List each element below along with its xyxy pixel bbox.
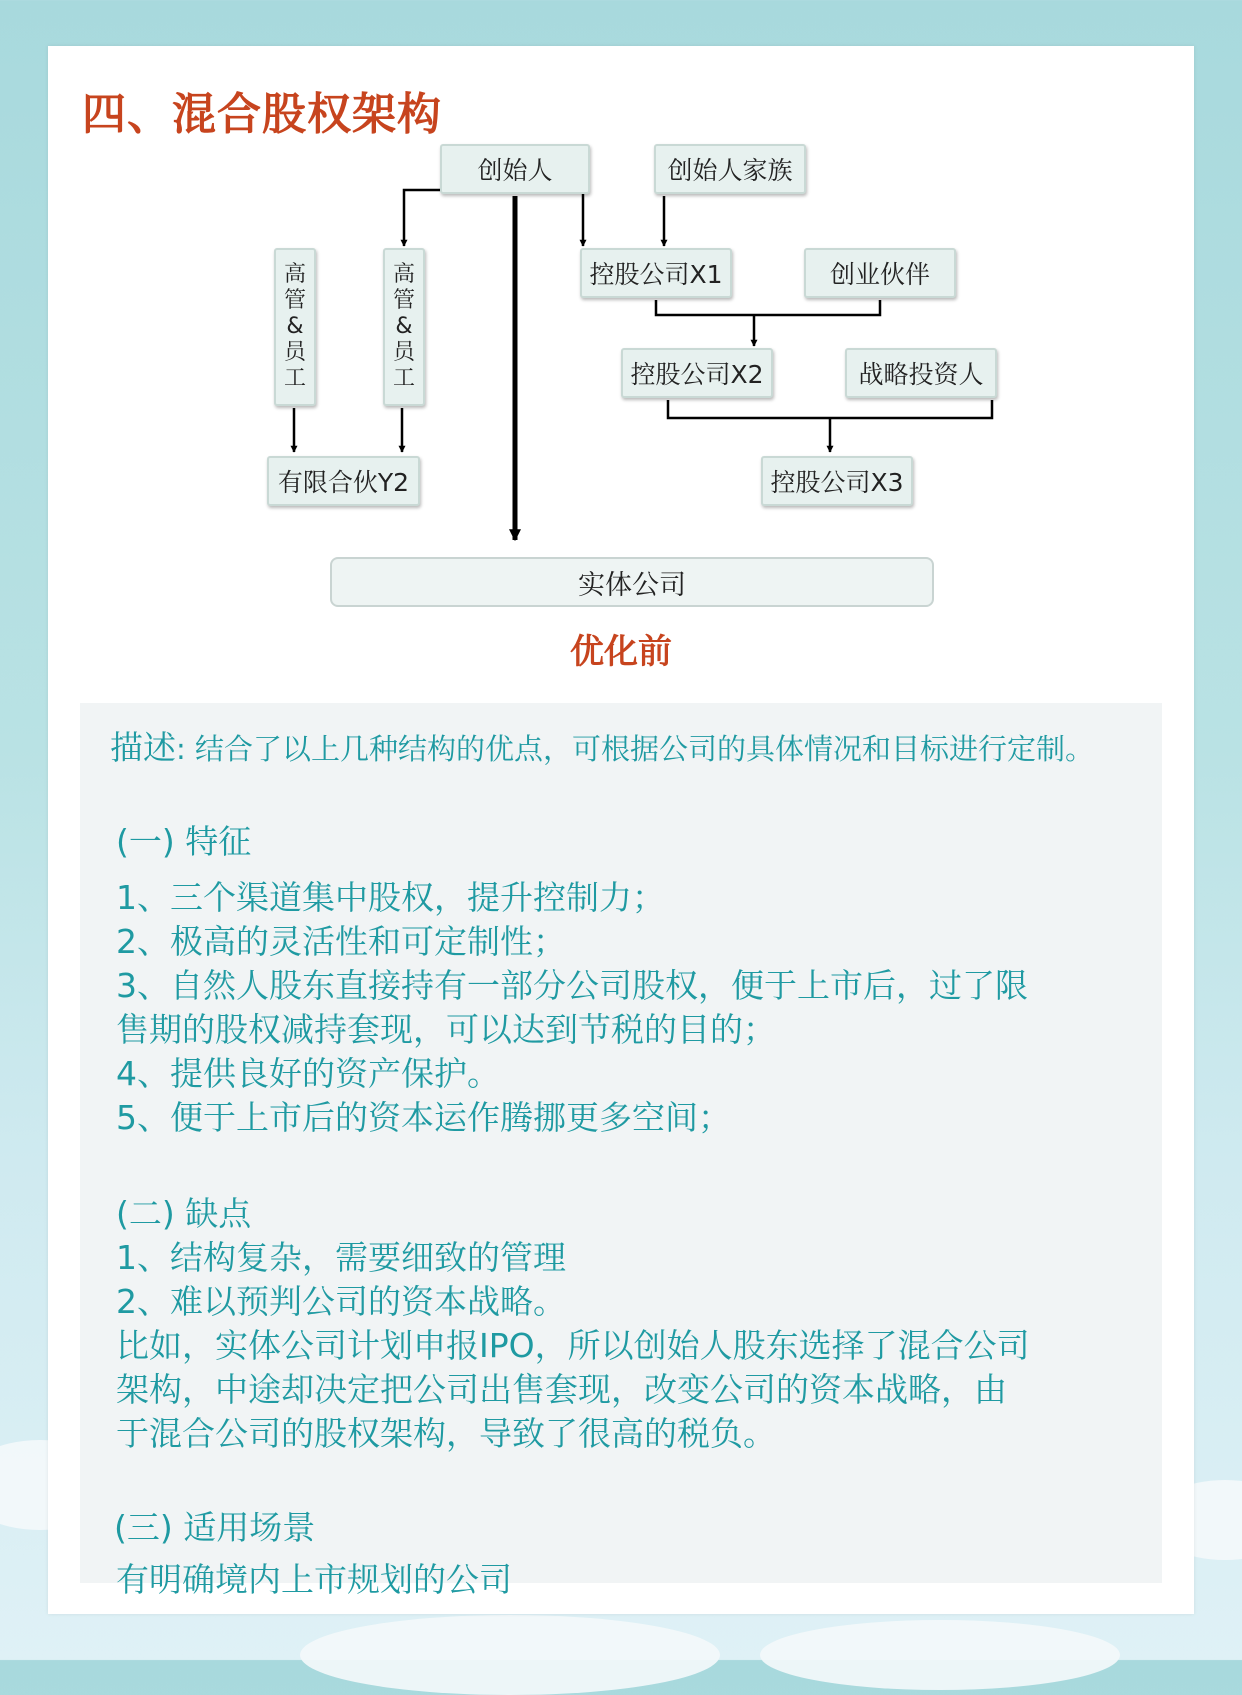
exec-employees-char: 高 [392, 262, 415, 287]
list-item: 比如，实体公司计划申报IPO，所以创始人股东选择了混合公司 [116, 1326, 1030, 1365]
list-item: 4、提供良好的资产保护。 [116, 1054, 500, 1093]
founder-box: 创始人 [440, 144, 590, 194]
entity-company-box: 实体公司 [330, 557, 934, 607]
list-item: 1、结构复杂，需要细致的管理 [116, 1238, 566, 1277]
scenarios-heading: (三) 适用场景 [114, 1508, 316, 1547]
diagram-caption: 优化前 [570, 632, 672, 672]
limited-partnership-y2-box: 有限合伙Y2 [267, 456, 420, 506]
diagram-connectors [0, 0, 1242, 620]
startup-partner-box: 创业伙伴 [804, 248, 956, 298]
exec-employees-char: & [286, 314, 304, 339]
exec-employees-box-left [274, 248, 316, 406]
features-heading: (一) 特征 [116, 822, 252, 861]
list-item: 1、三个渠道集中股权，提升控制力； [116, 878, 665, 917]
list-item: 架构，中途却决定把公司出售套现，改变公司的资本战略，由 [116, 1370, 1007, 1409]
description-label: 描述 [110, 728, 176, 767]
connector-x1-partner-bracket [656, 300, 880, 315]
holding-x2-box: 控股公司X2 [621, 348, 773, 398]
exec-employees-char: 管 [283, 288, 306, 313]
connector-x2-investor-bracket [668, 400, 992, 418]
drawbacks-heading: (二) 缺点 [116, 1194, 252, 1233]
exec-employees-char: 工 [392, 366, 415, 391]
drawbacks-list [116, 1236, 1030, 1456]
strategic-investor-box: 战略投资人 [845, 348, 997, 398]
holding-x3-box: 控股公司X3 [761, 456, 913, 506]
list-item: 于混合公司的股权架构，导致了很高的税负。 [116, 1414, 776, 1453]
list-item: 有明确境内上市规划的公司 [116, 1560, 512, 1599]
founder-family-box: 创始人家族 [654, 144, 806, 194]
connector-founder-to-employees [404, 190, 440, 246]
page-title: 四、混合股权架构 [82, 89, 442, 140]
exec-employees-char: & [395, 314, 413, 339]
exec-employees-char: 员 [283, 340, 306, 365]
scenarios-list [116, 1558, 512, 1602]
exec-employees-char: 高 [283, 262, 306, 287]
list-item: 售期的股权减持套现，可以达到节税的目的； [116, 1010, 776, 1049]
exec-employees-box-right [383, 248, 425, 406]
cloud-decoration [300, 1615, 720, 1695]
cloud-decoration [760, 1620, 1120, 1690]
list-item: 2、极高的灵活性和可定制性； [116, 922, 566, 961]
exec-employees-char: 工 [283, 366, 306, 391]
description [110, 722, 1094, 769]
exec-employees-char: 员 [392, 340, 415, 365]
exec-employees-char: 管 [392, 288, 415, 313]
list-item: 5、便于上市后的资本运作腾挪更多空间； [116, 1098, 731, 1137]
holding-x1-box: 控股公司X1 [580, 248, 732, 298]
list-item: 2、难以预判公司的资本战略。 [116, 1282, 566, 1321]
description-text: : 结合了以上几种结构的优点，可根据公司的具体情况和目标进行定制。 [176, 732, 1094, 766]
features-list [116, 876, 1028, 1140]
list-item: 3、自然人股东直接持有一部分公司股权，便于上市后，过了限 [116, 966, 1028, 1005]
